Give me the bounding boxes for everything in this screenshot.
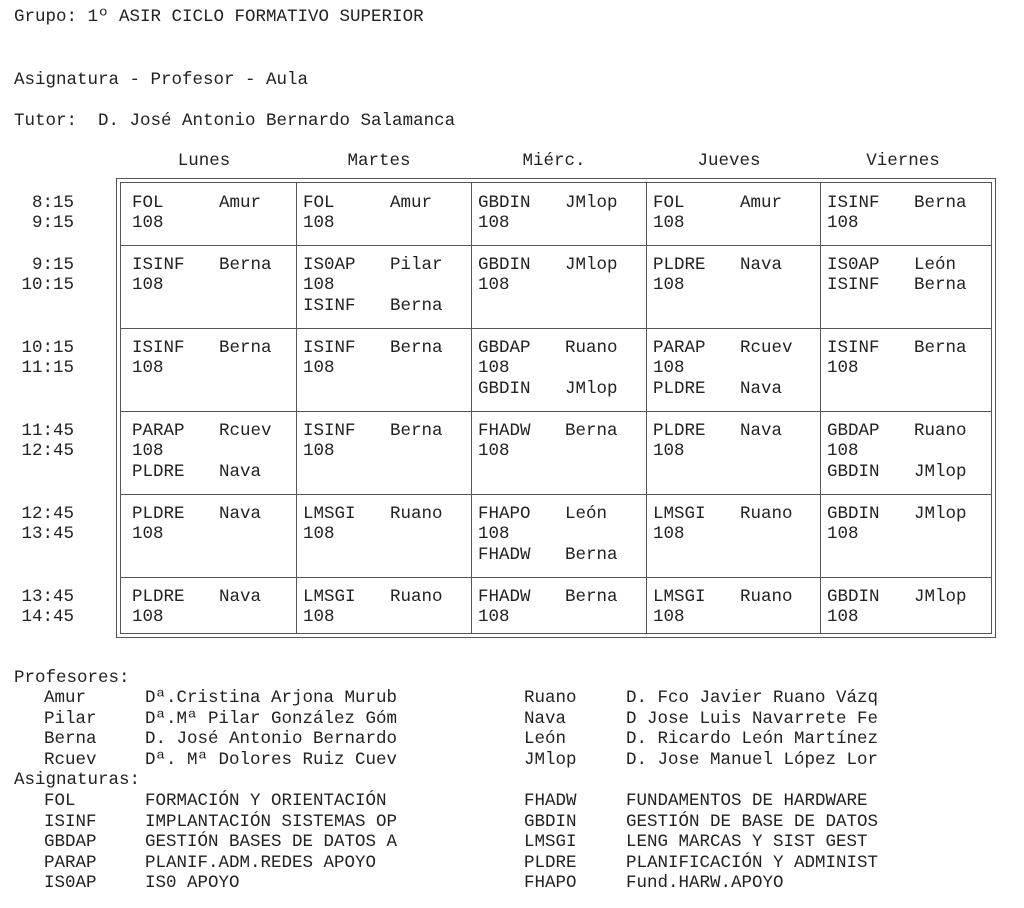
- cell-subject: PLDRE: [132, 587, 185, 607]
- cell-room: 108: [653, 607, 685, 627]
- subject-name: PLANIFICACIÓN Y ADMINIST: [626, 852, 879, 873]
- slot-start-time: 9:15: [31, 255, 74, 275]
- cell-room: 108: [478, 441, 510, 461]
- teacher-name: Dª. Mª Dolores Ruiz Cuev: [145, 749, 398, 770]
- subject-name: GESTIÓN DE BASE DE DATOS: [626, 811, 879, 832]
- slot-start-time: 8:15: [31, 193, 74, 213]
- teacher-code: Ruano: [524, 688, 577, 708]
- cell-teacher: Amur: [219, 193, 262, 213]
- cell-alt-subject: PLDRE: [653, 379, 706, 399]
- subject-code: GBDIN: [524, 811, 577, 832]
- cell-teacher: Nava: [740, 421, 783, 441]
- schedule-cell: [132, 589, 302, 669]
- cell-room: 108: [132, 524, 164, 544]
- cell-teacher: Berna: [565, 421, 618, 441]
- cell-subject: PARAP: [653, 338, 706, 358]
- cell-room: 108: [653, 358, 685, 378]
- cell-teacher: Amur: [740, 193, 783, 213]
- cell-alt-subject: FHADW: [478, 545, 531, 565]
- schedule-cell: [827, 340, 997, 420]
- cell-alt-teacher: Berna: [565, 545, 618, 565]
- cell-subject: FOL: [303, 193, 335, 213]
- schedule-cell: [653, 257, 823, 337]
- cell-alt-teacher: JMlop: [565, 379, 618, 399]
- cell-room: 108: [303, 275, 335, 295]
- schedule-cell: [132, 506, 302, 586]
- cell-teacher: Ruano: [740, 504, 793, 524]
- teacher-name: D. Fco Javier Ruano Vázq: [626, 688, 879, 708]
- day-header-5: Viernes: [866, 151, 940, 171]
- cell-room: 108: [653, 524, 685, 544]
- cell-room: 108: [653, 441, 685, 461]
- cell-teacher: Nava: [219, 587, 262, 607]
- teacher-code: Amur: [44, 688, 87, 708]
- cell-alt-subject: GBDIN: [827, 462, 880, 482]
- slot-end-time: 10:15: [21, 275, 74, 295]
- cell-alt-teacher: Berna: [390, 296, 443, 316]
- teacher-code: Rcuev: [44, 749, 97, 770]
- subject-name: IS0 APOYO: [145, 873, 240, 894]
- teacher-code: Nava: [524, 708, 567, 729]
- cell-subject: ISINF: [132, 255, 185, 275]
- cell-subject: ISINF: [827, 193, 880, 213]
- subject-code: PARAP: [44, 852, 97, 873]
- cell-subject: FOL: [653, 193, 685, 213]
- cell-room: 108: [303, 607, 335, 627]
- cell-teacher: Ruano: [390, 504, 443, 524]
- slot-start-time: 13:45: [21, 587, 74, 607]
- cell-room: 108: [132, 441, 164, 461]
- day-header-2: Martes: [347, 151, 411, 171]
- day-header-3: Miérc.: [522, 151, 586, 171]
- legend-line: Asignatura - Profesor - Aula: [14, 70, 309, 90]
- cell-subject: GBDIN: [827, 587, 880, 607]
- cell-teacher: Berna: [914, 193, 967, 213]
- cell-teacher: Berna: [390, 338, 443, 358]
- schedule-cell: [478, 257, 648, 337]
- cell-alt-teacher: JMlop: [914, 462, 967, 482]
- subject-name: FORMACIÓN Y ORIENTACIÓN: [145, 791, 387, 811]
- cell-teacher: Berna: [565, 587, 618, 607]
- day-header-1: Lunes: [177, 151, 231, 171]
- cell-room: 108: [478, 358, 510, 378]
- schedule-cell: [303, 257, 473, 337]
- teacher-code: León: [524, 729, 567, 750]
- slot-end-time: 14:45: [21, 607, 74, 627]
- cell-teacher: Ruano: [914, 421, 967, 441]
- cell-teacher: León: [914, 255, 957, 275]
- tutor-line: Tutor: D. José Antonio Bernardo Salamanca: [14, 111, 456, 131]
- schedule-cell: [478, 423, 648, 503]
- cell-teacher: JMlop: [565, 193, 618, 213]
- subject-code: GBDAP: [44, 832, 97, 853]
- teacher-name: D. Jose Manuel López Lor: [626, 749, 879, 770]
- cell-teacher: Berna: [390, 421, 443, 441]
- subject-name: LENG MARCAS Y SIST GEST: [626, 832, 868, 853]
- cell-teacher: Pilar: [390, 255, 443, 275]
- subject-code: LMSGI: [524, 832, 577, 853]
- cell-room: 108: [827, 441, 859, 461]
- subject-name: IMPLANTACIÓN SISTEMAS OP: [145, 811, 398, 832]
- cell-teacher: Ruano: [565, 338, 618, 358]
- cell-teacher: Nava: [219, 504, 262, 524]
- subject-name: PLANIF.ADM.REDES APOYO: [145, 852, 377, 873]
- subject-code: FOL: [44, 791, 76, 811]
- cell-room: 108: [478, 524, 510, 544]
- subject-code: FHADW: [524, 791, 577, 811]
- cell-teacher: JMlop: [914, 587, 967, 607]
- schedule-cell: [478, 340, 648, 420]
- slot-start-time: 11:45: [21, 421, 74, 441]
- cell-alt-subject: ISINF: [303, 296, 356, 316]
- cell-subject: FHAPO: [478, 504, 531, 524]
- schedule-cell: [303, 423, 473, 503]
- teacher-name: D. José Antonio Bernardo: [145, 729, 398, 750]
- cell-subject: GBDAP: [478, 338, 531, 358]
- group-title: Grupo: 1º ASIR CICLO FORMATIVO SUPERIOR: [14, 7, 424, 27]
- teacher-name: D. Ricardo León Martínez: [626, 729, 879, 750]
- cell-room: 108: [303, 358, 335, 378]
- slot-end-time: 11:15: [21, 358, 74, 378]
- schedule-cell: [303, 506, 473, 586]
- cell-room: 108: [827, 213, 859, 233]
- schedule-cell: [653, 423, 823, 503]
- schedule-cell: [653, 506, 823, 586]
- cell-teacher: Amur: [390, 193, 433, 213]
- schedule-cell: [827, 589, 997, 669]
- cell-teacher: Berna: [914, 338, 967, 358]
- cell-teacher: Ruano: [740, 587, 793, 607]
- schedule-cell: [827, 423, 997, 503]
- cell-subject: PLDRE: [653, 255, 706, 275]
- slot-start-time: 12:45: [21, 504, 74, 524]
- subject-name: GESTIÓN BASES DE DATOS A: [145, 832, 398, 853]
- cell-subject: ISINF: [827, 338, 880, 358]
- cell-teacher: Berna: [219, 338, 272, 358]
- cell-subject: LMSGI: [653, 504, 706, 524]
- subjects-title: Asignaturas:: [14, 770, 141, 790]
- cell-room: 108: [653, 213, 685, 233]
- cell-subject: GBDIN: [478, 193, 531, 213]
- cell-subject: ISINF: [132, 338, 185, 358]
- teacher-code: Pilar: [44, 708, 97, 729]
- cell-subject: FHADW: [478, 421, 531, 441]
- cell-room: 108: [303, 524, 335, 544]
- subject-code: IS0AP: [44, 873, 97, 894]
- cell-subject: LMSGI: [653, 587, 706, 607]
- day-header-4: Jueves: [697, 151, 761, 171]
- cell-second-subject: ISINF: [827, 275, 880, 295]
- cell-room: 108: [653, 275, 685, 295]
- cell-room: 108: [303, 441, 335, 461]
- cell-teacher: JMlop: [565, 255, 618, 275]
- cell-subject: GBDIN: [827, 504, 880, 524]
- cell-subject: ISINF: [303, 338, 356, 358]
- cell-teacher: JMlop: [914, 504, 967, 524]
- teacher-name: Dª.Mª Pilar González Góm: [145, 708, 398, 729]
- schedule-cell: [132, 257, 302, 337]
- cell-teacher: León: [565, 504, 608, 524]
- schedule-cell: [653, 340, 823, 420]
- cell-room: 108: [827, 358, 859, 378]
- teacher-name: Dª.Cristina Arjona Murub: [145, 688, 398, 708]
- cell-room: 108: [827, 607, 859, 627]
- cell-teacher: Nava: [740, 255, 783, 275]
- cell-subject: GBDAP: [827, 421, 880, 441]
- cell-room: 108: [303, 213, 335, 233]
- schedule-cell: [478, 506, 648, 586]
- teachers-title: Profesores:: [14, 668, 130, 688]
- cell-subject: PARAP: [132, 421, 185, 441]
- schedule-cell: [132, 423, 302, 503]
- cell-room: 108: [132, 275, 164, 295]
- subject-code: FHAPO: [524, 873, 577, 894]
- teacher-code: JMlop: [524, 749, 577, 770]
- slot-end-time: 12:45: [21, 441, 74, 461]
- subject-code: ISINF: [44, 811, 97, 832]
- cell-room: 108: [132, 607, 164, 627]
- slot-start-time: 10:15: [21, 338, 74, 358]
- cell-room: 108: [478, 607, 510, 627]
- cell-subject: LMSGI: [303, 587, 356, 607]
- cell-room: 108: [478, 213, 510, 233]
- schedule-cell: [303, 589, 473, 669]
- subject-name: FUNDAMENTOS DE HARDWARE: [626, 791, 868, 811]
- cell-subject: IS0AP: [303, 255, 356, 275]
- cell-room: 108: [132, 213, 164, 233]
- cell-teacher: Rcuev: [740, 338, 793, 358]
- schedule-cell: [653, 589, 823, 669]
- cell-alt-teacher: Nava: [740, 379, 783, 399]
- cell-teacher: Rcuev: [219, 421, 272, 441]
- schedule-cell: [303, 340, 473, 420]
- teacher-name: D Jose Luis Navarrete Fe: [626, 708, 879, 729]
- cell-room: 108: [132, 358, 164, 378]
- cell-teacher: Berna: [219, 255, 272, 275]
- cell-subject: PLDRE: [653, 421, 706, 441]
- cell-subject: FHADW: [478, 587, 531, 607]
- teacher-code: Berna: [44, 729, 97, 750]
- cell-room: 108: [827, 524, 859, 544]
- slot-end-time: 9:15: [31, 213, 74, 233]
- cell-second-teacher: Berna: [914, 275, 967, 295]
- schedule-cell: [827, 506, 997, 586]
- schedule-cell: [132, 340, 302, 420]
- cell-alt-subject: GBDIN: [478, 379, 531, 399]
- cell-subject: FOL: [132, 193, 164, 213]
- schedule-cell: [827, 257, 997, 337]
- slot-end-time: 13:45: [21, 524, 74, 544]
- cell-room: 108: [478, 275, 510, 295]
- cell-subject: ISINF: [303, 421, 356, 441]
- subject-name: Fund.HARW.APOYO: [626, 873, 784, 894]
- schedule-cell: [478, 589, 648, 669]
- cell-alt-teacher: Nava: [219, 462, 262, 482]
- cell-subject: LMSGI: [303, 504, 356, 524]
- cell-teacher: Ruano: [390, 587, 443, 607]
- cell-subject: PLDRE: [132, 504, 185, 524]
- subject-code: PLDRE: [524, 852, 577, 873]
- cell-alt-subject: PLDRE: [132, 462, 185, 482]
- cell-subject: IS0AP: [827, 255, 880, 275]
- cell-subject: GBDIN: [478, 255, 531, 275]
